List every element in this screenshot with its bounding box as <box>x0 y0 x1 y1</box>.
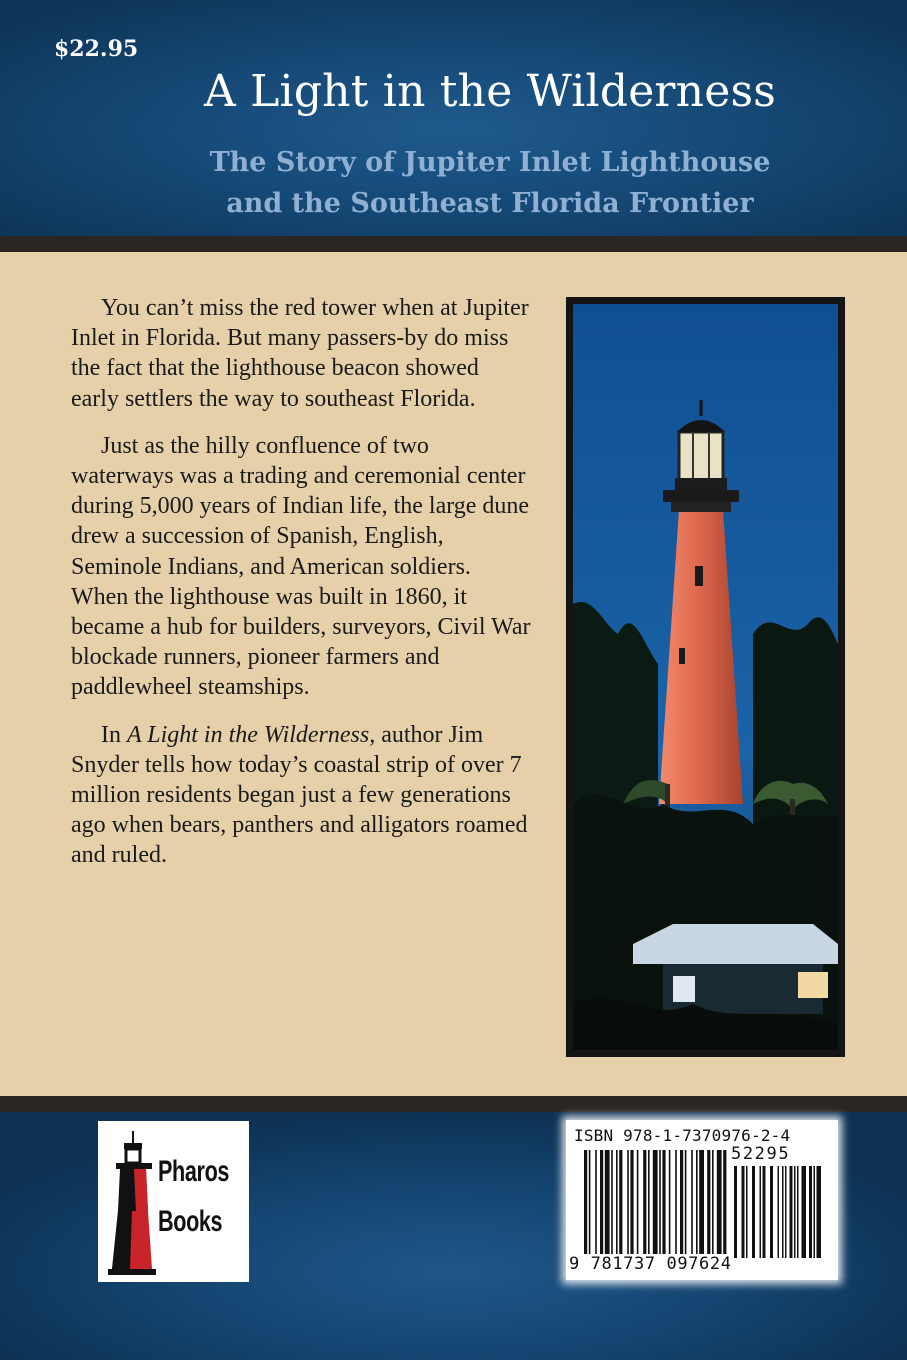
top-divider-stripe <box>0 236 907 252</box>
book-subtitle <box>40 142 907 224</box>
blurb-text <box>71 293 531 888</box>
subtitle-line-1: The Story of Jupiter Inlet Lighthouse <box>209 147 771 178</box>
bottom-divider-stripe <box>0 1096 907 1112</box>
lighthouse-logo-icon <box>98 1121 249 1282</box>
publisher-name-line-2: Books <box>158 1205 223 1238</box>
blurb-paragraph-3 <box>71 720 531 871</box>
lighthouse-photo-frame <box>566 297 845 1057</box>
isbn-label: ISBN 978-1-7370976-2-4 <box>574 1126 791 1145</box>
price-code: 52295 <box>731 1144 791 1164</box>
isbn-barcode <box>566 1120 838 1280</box>
blurb-p3-book-title: A Light in the Wilderness, <box>127 721 376 748</box>
blurb-p3-prefix: In <box>101 721 127 748</box>
lighthouse-photo <box>573 304 838 1050</box>
blurb-p3-suffix: author Jim Snyder tells how today’s coastal strip of over 7 million residents began just a few generations ago when bears, panthers and alligators roamed and ruled. <box>71 721 528 869</box>
blurb-paragraph-2: Just as the hilly confluence of two waterways was a trading and ceremonial center during 5,000 years of Indian life, the large dune drew a succession of Spanish, English, Seminole Indians, and American soldiers. When the lighthouse was built in 1860, it became a hub for builders, surveyors, Civil War blockade runners, pioneer farmers and paddlewheel steamships. <box>71 432 531 701</box>
publisher-name-line-1: Pharos <box>158 1155 230 1188</box>
subtitle-line-2: and the Southeast Florida Frontier <box>226 188 754 219</box>
publisher-logo <box>98 1121 249 1282</box>
blurb-paragraph-1: You can’t miss the red tower when at Jupiter Inlet in Florida. But many passers-by do miss the fact that the lighthouse beacon showed early settlers the way to southeast Florida. <box>71 295 529 412</box>
price-label: $22.95 <box>54 36 139 62</box>
header-band <box>0 0 907 236</box>
ean-digits: 9 781737 097624 <box>569 1254 732 1274</box>
book-title: A Light in the Wilderness <box>203 66 777 117</box>
